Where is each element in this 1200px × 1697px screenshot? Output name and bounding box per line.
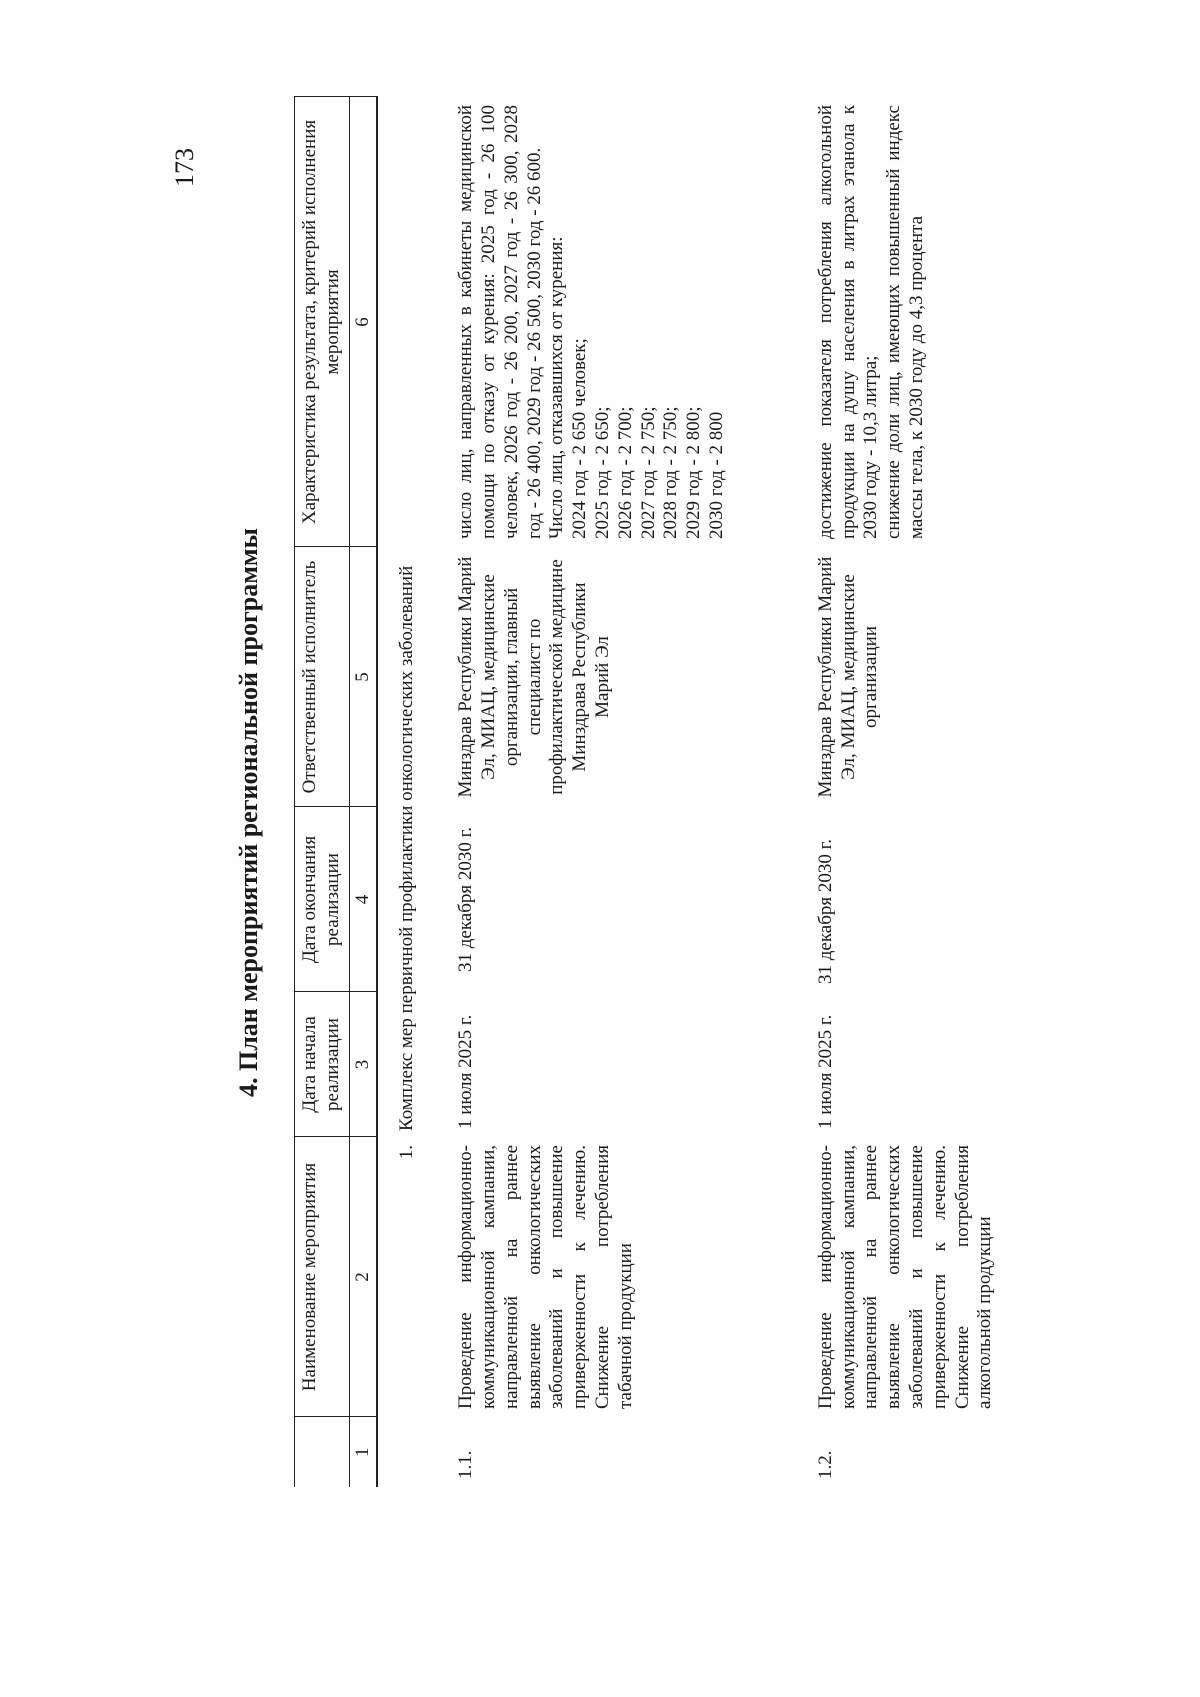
activity-name: Проведение информационно-коммуникационной кампании, направленной на раннее выявление онкологических заболеваний и повышение приверженности к лечению. Снижение потребления алкогольной продукции: [814, 1145, 996, 1409]
column-number: 1: [349, 1417, 377, 1487]
result-line: 2026 год - 2 700;: [614, 406, 636, 539]
row-number: 1.1.: [455, 1450, 477, 1479]
document-title: 4. План мероприятий региональной программы: [234, 528, 263, 1097]
header-start-date: Дата начала реализации: [295, 992, 350, 1137]
action-plan-table: [294, 97, 1005, 1488]
activity-name: Проведение информационно-коммуникационной кампании, направленной на раннее выявление онкологических заболеваний и повышение приверженности к лечению. Снижение потребления табачной продукции: [455, 1145, 636, 1409]
header-result: Характеристика результата, критерий исполнения мероприятия: [295, 97, 350, 547]
result-line: достижение показателя потребления алкогольной продукции на душу населения в литрах этанола к 2030 году - 10,3 литра;: [814, 105, 882, 539]
column-number: 3: [349, 992, 377, 1137]
result-line: 2030 год - 2 800: [705, 411, 727, 539]
result-line: 2029 год - 2 800;: [683, 406, 705, 539]
section-title: Комплекс мер первичной профилактики онкологических заболеваний: [396, 565, 418, 1131]
result-line: Число лиц, отказавшихся от курения:: [546, 236, 568, 539]
result-line: 2024 год - 2 650 человек;: [569, 338, 591, 539]
result-line: 2028 год - 2 750;: [660, 406, 682, 539]
column-number-row: [349, 97, 377, 1487]
result-line: 2027 год - 2 750;: [637, 406, 659, 539]
table-header-row: [295, 97, 350, 1487]
header-end-date: Дата окончания реализации: [295, 807, 350, 992]
result-line: число лиц, направленных в кабинеты медицинской помощи по отказу от курения: 2025 год - 26 100 человек, 2026 год - 26 200, 2027 год - 26 300, 2028 год - 26 400, 2029 год - 26 500, 2030 год - 26 600.: [455, 105, 545, 539]
header-responsible: Ответственный исполнитель: [295, 547, 350, 807]
start-date: 1 июля 2025 г.: [814, 1014, 836, 1129]
result-line: 2025 год - 2 650;: [591, 406, 613, 539]
end-date: 31 декабря 2030 г.: [814, 838, 836, 984]
row-number: 1.2.: [814, 1450, 836, 1479]
start-date: 1 июля 2025 г.: [455, 1014, 477, 1129]
column-number: 5: [349, 547, 377, 807]
column-number: 6: [349, 97, 377, 547]
responsible-executor: Минздрав Республики Марий Эл, МИАЦ, медицинские организации: [814, 556, 882, 798]
page-number: 173: [170, 148, 199, 187]
column-number: 4: [349, 807, 377, 992]
column-number: 2: [349, 1137, 377, 1417]
table-row: [435, 97, 737, 1487]
row-spacer: [737, 97, 795, 1487]
section-number: 1.: [396, 1145, 418, 1160]
result-description: [435, 97, 737, 547]
result-description: [795, 97, 1005, 547]
section-row: [377, 97, 435, 1487]
table-row: [795, 97, 1005, 1487]
responsible-executor: Минздрав Республики Марий Эл, МИАЦ, медицинские организации, главный специалист по профилактической медицине Минздрава Республики Марий Эл: [455, 556, 613, 798]
header-num-cell: [295, 1417, 350, 1487]
end-date: 31 декабря 2030 г.: [455, 826, 477, 973]
result-line: снижение доли лиц, имеющих повышенный индекс массы тела, к 2030 году до 4,3 процента: [883, 105, 927, 539]
header-name: Наименование мероприятия: [295, 1137, 350, 1417]
